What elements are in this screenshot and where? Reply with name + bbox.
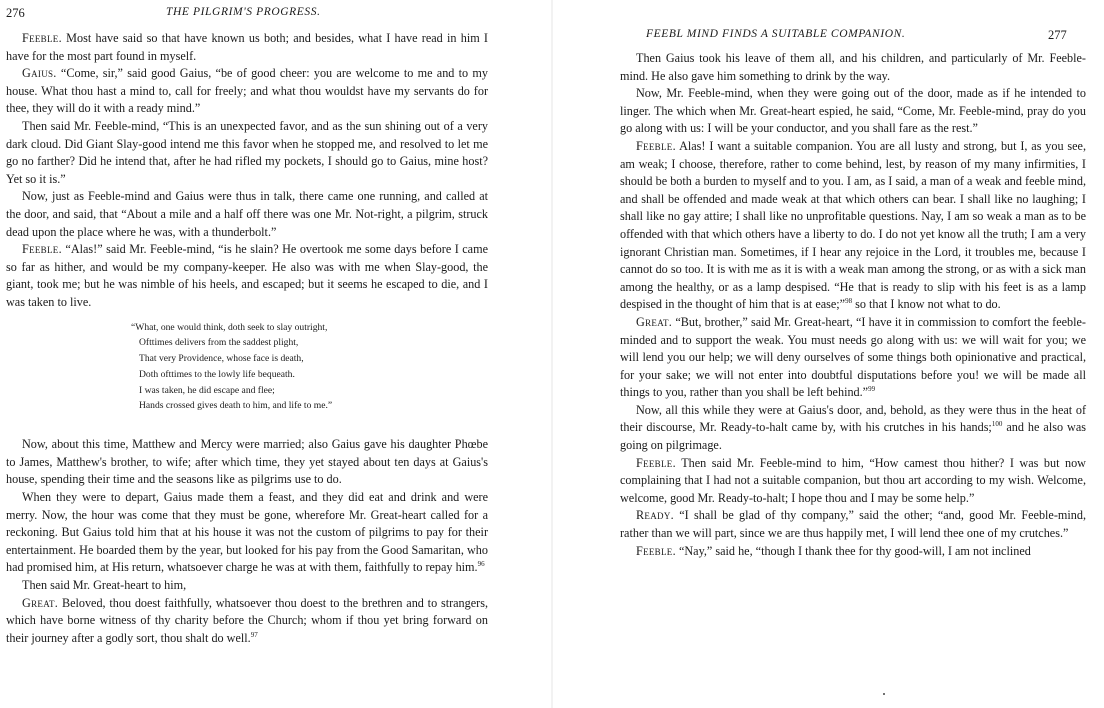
right-page-header [620,28,1104,50]
footnote-marker: 99 [868,385,876,394]
paragraph-text: Now, about this time, Matthew and Mercy were married; also Gaius gave his daughter Phœbe to James, Matthew's brother, to wife; after which time, they yet stayed about ten days at Gaius's house, spending their time and the seasons like as pilgrims use to do. [6,437,488,487]
paragraph [6,188,488,241]
speaker-label: Great. [636,314,673,329]
paragraph-text: “Come, sir,” said good Gaius, “be of good cheer: you are welcome to me and to my house. What thou hast a mind to, call for freely; and what thou wouldst have my servants do for thee, they will do it with a ready mind.” [6,66,488,116]
print-speck [883,693,885,695]
left-page-body [6,30,488,647]
footnote-marker: 96 [477,560,485,569]
page-number: 276 [6,6,25,20]
speaker-label: Feeble. [636,138,676,153]
paragraph [6,241,488,311]
footnote-marker: 97 [250,630,258,639]
poem-line: Doth ofttimes to the lowly life bequeath. [139,368,295,380]
footnote-marker: 98 [845,297,853,306]
paragraph [620,50,1086,85]
footnote-marker: 100 [991,420,1003,429]
page-number: 277 [1048,28,1067,42]
paragraph [620,402,1086,455]
paragraph [6,595,488,648]
paragraph-text: Alas! I want a suitable companion. You are all lusty and strong, but I, as you see, am weak; I choose, therefore, rather to come behind, lest, by reason of my many infirmities, I should be both a burden to myself and to you. I am, as I said, a man of a weak and feeble mind, and shall be offended and made weak at that which others can bear. I shall like no laughing; I shall like no gay attire; I shall like no unprofitable questions. Nay, I am so weak a man as to be offended with that which others have a liberty to do. I do not yet know all the truth; I am a very ignorant Christian man. Sometimes, if I hear any rejoice in the Lord, it troubles me, because I cannot do so too. It is with me as it is with a weak man among the strong, or as with a sick man among the healthy, or as a lamp despised. “He that is ready to slip with his feet is as a lamp despised in the thought of him that is at ease;” [620,138,1086,312]
paragraph [620,138,1086,314]
speaker-label: Feeble. [636,455,676,470]
running-head: FEEBL MIND FINDS A SUITABLE COMPANION. [646,28,906,40]
speaker-label: Ready. [636,508,674,523]
paragraph [6,489,488,577]
right-page [552,0,1104,560]
paragraph-text: Then said Mr. Feeble-mind to him, “How camest thou hither? I was but now complaining that I had not a suitable companion, but thou art according to my wish. Welcome, welcome, good Mr. Ready-to-halt; I hope thou and I may be some help.” [620,455,1086,505]
paragraph-text: Then said Mr. Feeble-mind, “This is an unexpected favor, and as the sun shining out of a very dark cloud. Did Giant Slay-good intend me this favor when he stopped me, and resolved to let me go no farther? Did he intend that, after he had rifled my pockets, I should go to Gaius, mine host? Yet so it is.” [6,118,488,186]
poem-line: Ofttimes delivers from the saddest plight, [139,337,299,349]
paragraph-text: “But, brother,” said Mr. Great-heart, “I have it in commission to comfort the feeble-minded and to support the weak. You must needs go along with us: we will wait for you; we will lend you our help; we will deny ourselves of some things both opinionative and practical, for your sake; we will not enter into doubtful disputations before you! we will be made all things to you, rather than you shall be left behind.” [620,314,1086,400]
paragraph-text: Now, just as Feeble-mind and Gaius were thus in talk, there came one running, and called at the door, and said, that “About a mile and a half off there was one Mr. Not-right, a pilgrim, struck dead upon the place where he was, with a thunderbolt.” [6,189,488,239]
paragraph-text: Now, Mr. Feeble-mind, when they were going out of the door, made as if he intended to linger. The which when Mr. Great-heart espied, he said, “Come, Mr. Feeble-mind, pray do you go along with us: I will be your conductor, and you shall fare as the rest.” [620,86,1086,136]
speaker-label: Feeble. [22,242,62,257]
right-page-body [620,50,1086,560]
paragraph-text: Then Gaius took his leave of them all, and his children, and particularly of Mr. Feeble-mind. He also gave him something to drink by the way. [620,51,1086,83]
paragraph [6,577,488,595]
paragraph [620,455,1086,508]
speaker-label: Gaius. [22,66,57,81]
paragraph-text: “I shall be glad of thy company,” said the other; “and, good Mr. Feeble-mind, rather than we will part, since we are thus happily met, I will lend thee one of my crutches.” [620,508,1086,541]
paragraph-text: “Nay,” said he, “though I thank thee for thy good-will, I am not inclined [675,543,1031,558]
speaker-label: Feeble. [22,31,62,45]
poem-line: Hands crossed gives death to him, and life to me.” [139,400,333,412]
paragraph-text: Most have said so that have known us both; and besides, what I have read in him I have for the most part found in myself. [6,31,488,63]
paragraph [6,30,488,65]
speaker-label: Feeble. [636,543,676,558]
paragraph-text: When they were to depart, Gaius made them a feast, and they did eat and drink and were merry. Now, the hour was come that they must be gone, wherefore Mr. Great-heart called for a reckoning. But Gaius told him that at his house it was not the custom of pilgrims to pay for their entertainment. He boarded them by the year, but looked for his pay from the Good Samaritan, who had promised him, at His return, whatsoever charge he was at with them, faithfully to repay him. [6,490,488,575]
paragraph [620,314,1086,402]
poem-quote [131,320,488,415]
paragraph-text: Now, all this while they were at Gaius's door, and, behold, as they were thus in the heat of their discourse, Mr. Ready-to-halt came by, with his crutches in his hands; [620,402,1086,435]
speaker-label: Great. [22,595,59,610]
left-page-header [6,6,552,30]
paragraph [6,436,488,489]
paragraph [620,507,1086,542]
poem-line: “What, one would think, doth seek to slay outright, [131,321,328,333]
paragraph [6,118,488,188]
paragraph-text: Beloved, thou doest faithfully, whatsoever thou doest to the brethren and to strangers, which have borne witness of thy charity before the Church; whom if thou yet bring forward on their journey after a godly sort, thou shalt do well. [6,595,488,645]
paragraph [6,65,488,118]
paragraph-text-continued: so that I know not what to do. [852,297,1001,312]
paragraph-text: “Alas!” said Mr. Feeble-mind, “is he slain? He overtook me some days before I came so far as hither, and would be my company-keeper. He also was with me when Slay-good, the giant, took me; but he was nimble of his heels, and escaped; but it seems he escaped to die, and I was taken to live. [6,242,488,309]
paragraph [620,85,1086,138]
paragraph-text-continued: and he also was going on pilgrimage. [620,420,1087,453]
paragraph [620,543,1086,561]
poem-line: That very Providence, whose face is death, [139,353,304,365]
poem-line: I was taken, he did escape and flee; [139,384,275,396]
left-page [0,0,552,647]
running-head: THE PILGRIM'S PROGRESS. [166,6,321,18]
paragraph-text: Then said Mr. Great-heart to him, [22,578,187,593]
